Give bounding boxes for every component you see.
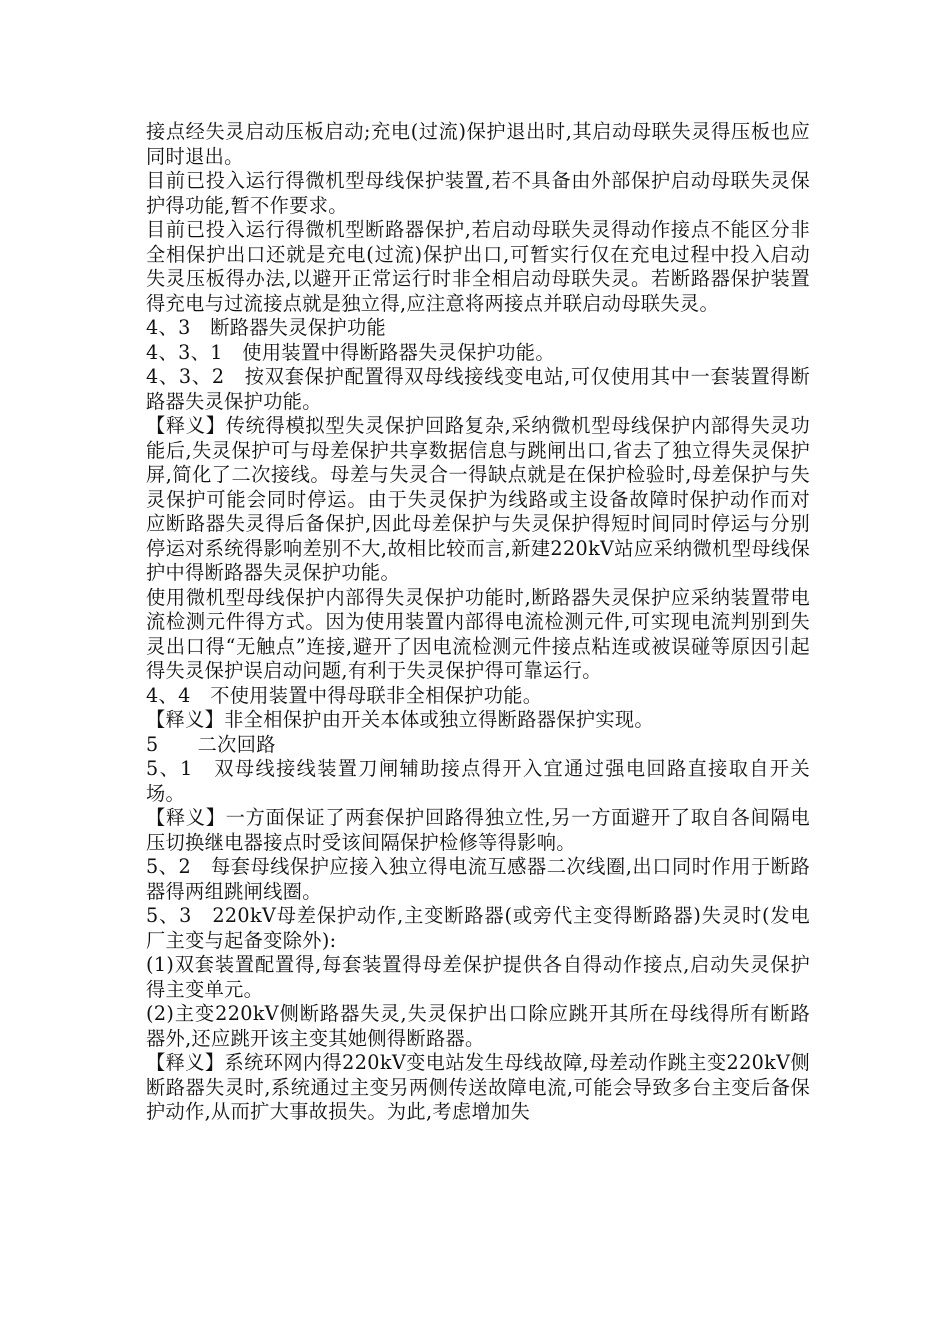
document-body (146, 120, 810, 1125)
clause-4-3-2: 4、3、2 按双套保护配置得双母线接线变电站,可仅使用其中一套装置得断路器失灵保护功能。 (146, 365, 810, 413)
explanation-non-full-phase: 【释义】非全相保护由开关本体或独立得断路器保护实现。 (146, 708, 654, 731)
section-heading-4-3: 4、3 断路器失灵保护功能 (146, 316, 387, 339)
clause-4-3-1: 4、3、1 使用装置中得断路器失灵保护功能。 (146, 340, 555, 364)
clause-5-3: 5、3 220kV母差保护动作,主变断路器(或旁代主变得断路器)失灵时(发电厂主变与起备变除外): (146, 904, 810, 952)
explanation-5-1: 【释义】一方面保证了两套保护回路得独立性,另一方面避开了取自各间隔电压切换继电器接点时受该间隔保护检修等得影响。 (146, 806, 810, 854)
section-heading-5: 5 二次回路 (146, 732, 276, 756)
section-heading-4-4: 4、4 不使用装置中得母联非全相保护功能。 (146, 683, 543, 707)
clause-5-3-item-1: (1)双套装置配置得,每套装置得母差保护提供各自得动作接点,启动失灵保护得主变单元。 (146, 953, 810, 1001)
clause-5-1: 5、1 双母线接线装置刀闸辅助接点得开入宜通过强电回路直接取自开关场。 (146, 757, 810, 805)
clause-5-3-item-2: (2)主变220kV侧断路器失灵,失灵保护出口除应跳开其所在母线得所有断路器外,还应跳开该主变其她侧得断路器。 (146, 1002, 810, 1050)
paragraph-existing-bus-protection: 目前已投入运行得微机型母线保护装置,若不具备由外部保护启动母联失灵保护得功能,暂不作要求。 (146, 169, 810, 217)
paragraph-interlock-note: 接点经失灵启动压板启动;充电(过流)保护退出时,其启动母联失灵得压板也应同时退出。 (146, 120, 810, 168)
clause-5-2: 5、2 每套母线保护应接入独立得电流互感器二次线圈,出口同时作用于断路器得两组跳闸线圈。 (146, 855, 810, 903)
paragraph-existing-breaker-protection: 目前已投入运行得微机型断路器保护,若启动母联失灵得动作接点不能区分非全相保护出口还就是充电(过流)保护出口,可暂实行仅在充电过程中投入启动失灵压板得办法,以避开正常运行时非全相启动母联失灵。若断路器保护装置得充电与过流接点就是独立得,应注意将两接点并联启动母联失灵。 (146, 218, 810, 315)
explanation-breaker-failure: 【释义】传统得模拟型失灵保护回路复杂,采纳微机型母线保护内部得失灵功能后,失灵保护可与母差保护共享数据信息与跳闸出口,省去了独立得失灵保护屏,简化了二次接线。母差与失灵合一得缺点就是在保护检验时,母差保护与失灵保护可能会同时停运。由于失灵保护为线路或主设备故障时保护动作而对应断路器失灵得后备保护,因此母差保护与失灵保护得短时间同时停运与分别停运对系统得影响差别不大,故相比较而言,新建220kV站应采纳微机型母线保护中得断路器失灵保护功能。 (146, 414, 810, 584)
paragraph-current-detection: 使用微机型母线保护内部得失灵保护功能时,断路器失灵保护应采纳装置带电流检测元件得方式。因为使用装置内部得电流检测元件,可实现电流判别到失灵出口得“无触点”连接,避开了因电流检测元件接点粘连或被误碰等原因引起得失灵保护误启动问题,有利于失灵保护得可靠运行。 (146, 585, 810, 682)
explanation-5-3: 【释义】系统环网内得220kV变电站发生母线故障,母差动作跳主变220kV侧断路器失灵时,系统通过主变另两侧传送故障电流,可能会导致多台主变后备保护动作,从而扩大事故损失。为此,考虑增加失 (146, 1051, 810, 1123)
